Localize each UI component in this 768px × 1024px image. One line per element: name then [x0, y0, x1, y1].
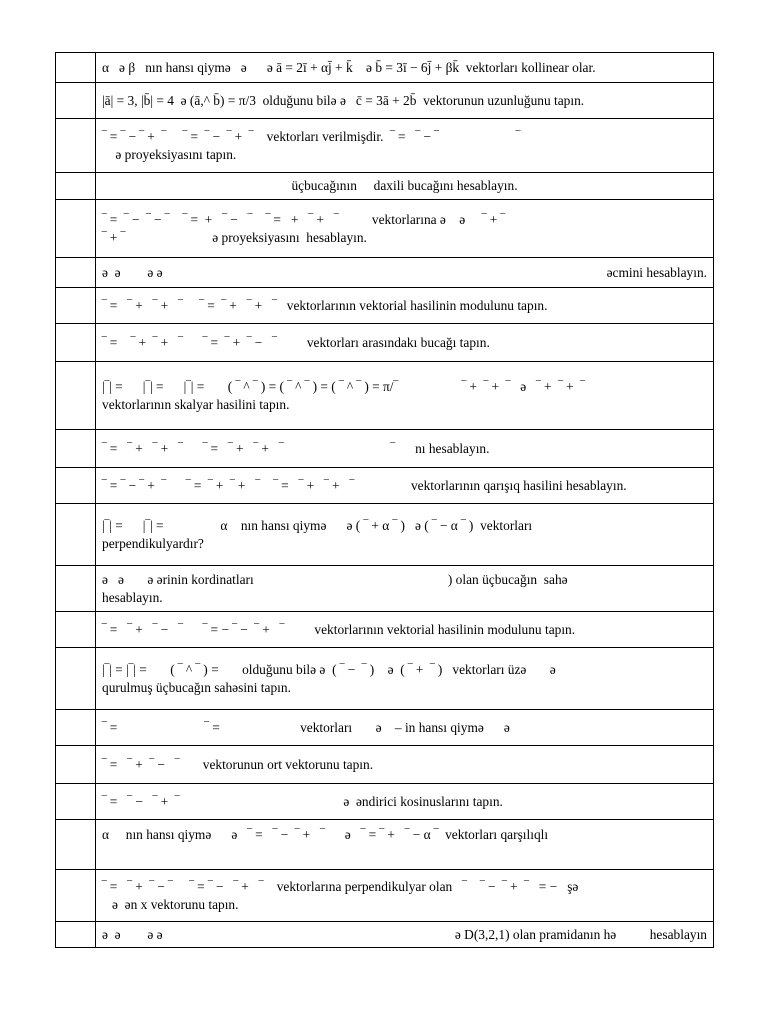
problem-line-2: perpendikulyardır?	[102, 535, 204, 551]
problem-line-1: |‾| = |‾| = |‾| = ( ‾ ^ ‾ ) = ( ‾ ^ ‾ ) = ( ‾ ^ ‾ ) = π/‾ ‾ + ‾ + ‾ ə ‾ + ‾ + ‾	[102, 378, 585, 394]
row-number-cell	[56, 83, 96, 119]
problem-text: ‾ = ‾ + ‾ − ‾ ‾ = − ‾ − ‾ + ‾ vektorlarının vektorial hasilinin modulunu tapın.	[96, 612, 714, 648]
problem-text: ‾ = ‾ + ‾ − ‾ vektorunun ort vektorunu tapın.	[96, 746, 714, 784]
table-row	[56, 468, 714, 504]
problem-text	[96, 119, 714, 173]
problem-text: |ā| = 3, |b̄| = 4 ə (ā,^ b̄) = π/3 olduğunu bilə ə c̄ = 3ā + 2b̄ vektorunun uzunluğunu tapın.	[96, 83, 714, 119]
row-number-cell	[56, 362, 96, 430]
table-row	[56, 566, 714, 612]
problem-line-1: ‾ = ‾ − ‾ + ‾ ‾ = ‾ − ‾ + ‾ vektorları verilmişdir. ‾ = ‾ − ‾ ‾	[102, 128, 521, 144]
problem-line-1: |‾| = |‾| = α nın hansı qiymə ə ( ‾ + α ‾ ) ə ( ‾ − α ‾ ) vektorları	[102, 517, 533, 533]
table-row	[56, 430, 714, 468]
row-number-cell	[56, 922, 96, 948]
problem-text	[96, 362, 714, 430]
row-number-cell	[56, 820, 96, 870]
row-number-cell	[56, 504, 96, 566]
row-number-cell	[56, 430, 96, 468]
table-row	[56, 173, 714, 200]
table-row	[56, 53, 714, 83]
table-row	[56, 288, 714, 324]
table-row	[56, 200, 714, 258]
problem-text: ‾ = ‾ + ‾ + ‾ ‾ = ‾ + ‾ + ‾ vektorlarının vektorial hasilinin modulunu tapın.	[96, 288, 714, 324]
problem-text: ‾ = ‾ − ‾ + ‾ ə əndirici kosinuslarını tapın.	[96, 784, 714, 820]
problem-text: ‾ = ‾ + ‾ + ‾ ‾ = ‾ + ‾ + ‾ ‾ nı hesablayın.	[96, 430, 714, 468]
row-number-cell	[56, 710, 96, 746]
row-number-cell	[56, 746, 96, 784]
problem-line-1: |‾| = |‾| = ( ‾ ^ ‾ ) = olduğunu bilə ə ( ‾ − ‾ ) ə ( ‾ + ‾ ) vektorları üzə ə	[102, 661, 556, 677]
problem-line-1: ‾ = ‾ − ‾ − ‾ ‾ = + ‾ − ‾ ‾ = + ‾ + ‾ vektorlarına ə ə ‾ + ‾	[102, 211, 506, 227]
table-row	[56, 83, 714, 119]
problem-text: α nın hansı qiymə ə ‾ = ‾ − ‾ + ‾ ə ‾ = ‾ + ‾ − α ‾ vektorları qarşılıqlı	[96, 820, 714, 870]
problem-line-2: ‾ + ‾ ə proyeksiyasını hesablayın.	[102, 229, 367, 245]
row-number-cell	[56, 566, 96, 612]
row-number-cell	[56, 53, 96, 83]
problem-text	[96, 566, 714, 612]
problem-line-2: qurulmuş üçbucağın sahəsini tapın.	[102, 679, 291, 695]
row-number-cell	[56, 468, 96, 504]
problem-table	[55, 52, 714, 948]
problem-line-2: vektorlarının skalyar hasilini tapın.	[102, 396, 290, 412]
table-row	[56, 784, 714, 820]
table-row	[56, 746, 714, 784]
problem-text	[96, 922, 714, 948]
row-number-cell	[56, 870, 96, 922]
problem-text: ‾ = ‾ + ‾ + ‾ ‾ = ‾ + ‾ − ‾ vektorları arasındakı bucağı tapın.	[96, 324, 714, 362]
table-row	[56, 324, 714, 362]
problem-fragment: ə ə ə ə	[102, 264, 163, 280]
row-number-cell	[56, 612, 96, 648]
table-row	[56, 648, 714, 710]
row-number-cell	[56, 324, 96, 362]
table-row	[56, 258, 714, 288]
row-number-cell	[56, 648, 96, 710]
problem-fragment-right: əcmini hesablayın.	[606, 264, 707, 280]
problem-line-1: ‾ = ‾ + ‾ − ‾ ‾ = ‾ − ‾ + ‾ vektorlarına perpendikulyar olan ‾ ‾ − ‾ + ‾ = − şə	[102, 878, 579, 894]
problem-text: üçbucağının daxili bucağını hesablayın.	[96, 173, 714, 200]
problem-text	[96, 258, 714, 288]
problem-line-2: ə ən x vektorunu tapın.	[102, 896, 239, 912]
problem-line-1: ə ə ə ərinin kordinatları ) olan üçbucağın sahə	[102, 571, 568, 587]
table-row	[56, 119, 714, 173]
problem-text	[96, 504, 714, 566]
row-number-cell	[56, 258, 96, 288]
problem-text: α ə β nın hansı qiymə ə ə ā = 2ī + αj̄ + k̄ ə b̄ = 3ī − 6j̄ + βk̄ vektorları kollinear olar.	[96, 53, 714, 83]
problem-text	[96, 200, 714, 258]
table-row	[56, 922, 714, 948]
table-row	[56, 820, 714, 870]
row-number-cell	[56, 288, 96, 324]
problem-text	[96, 870, 714, 922]
problem-text	[96, 648, 714, 710]
table-row	[56, 710, 714, 746]
problem-text: ‾ = ‾ = vektorları ə – in hansı qiymə ə	[96, 710, 714, 746]
problem-fragment: ə ə ə ə	[102, 926, 163, 942]
problem-line-2: hesablayın.	[102, 589, 163, 605]
table-row	[56, 870, 714, 922]
problem-fragment-right: ə D(3,2,1) olan pramidanın hə hesablayın	[454, 926, 707, 942]
row-number-cell	[56, 784, 96, 820]
row-number-cell	[56, 119, 96, 173]
row-number-cell	[56, 200, 96, 258]
problem-line-2: ə proyeksiyasını tapın.	[102, 146, 237, 162]
row-number-cell	[56, 173, 96, 200]
table-row	[56, 362, 714, 430]
table-row	[56, 612, 714, 648]
problem-text: ‾ = ‾ − ‾ + ‾ ‾ = ‾ + ‾ + ‾ ‾ = ‾ + ‾ + ‾ vektorlarının qarışıq hasilini hesablayın.	[96, 468, 714, 504]
table-row	[56, 504, 714, 566]
